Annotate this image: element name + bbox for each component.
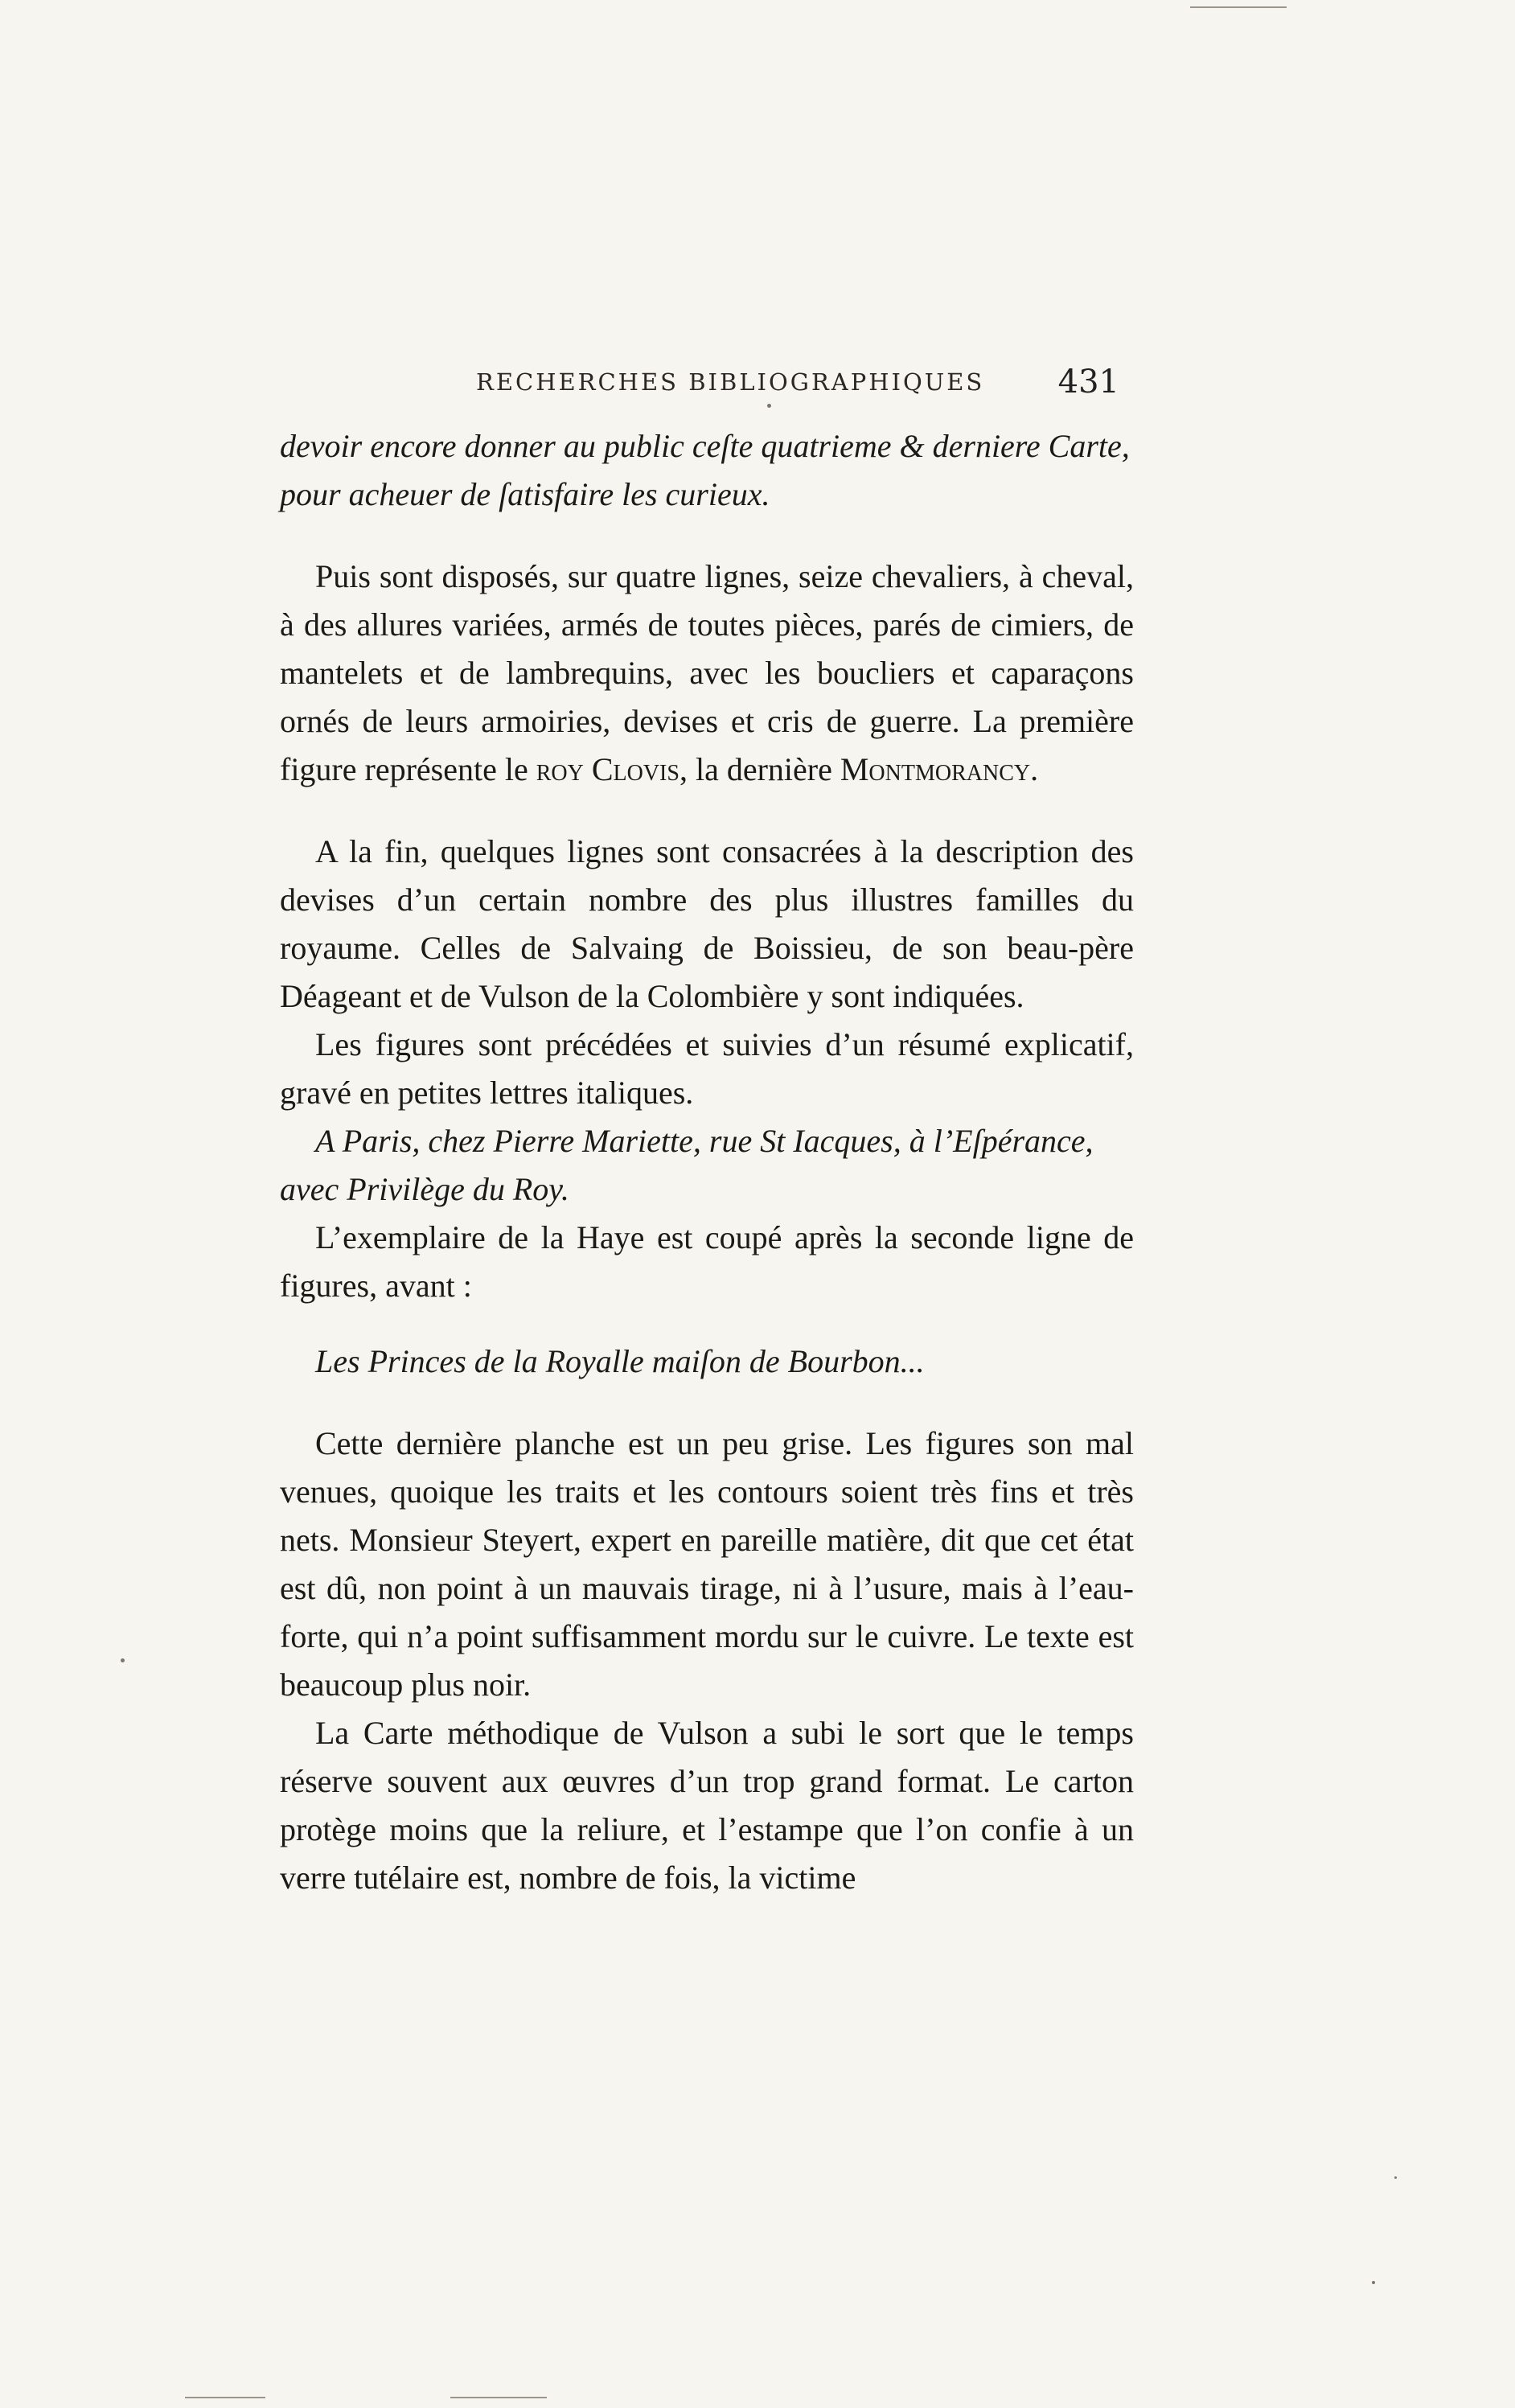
imprint-line-2: avec Privilège du Roy. (280, 1171, 569, 1207)
paragraph-knights-text-c: . (1030, 751, 1039, 787)
paragraph-exemplaire: L’exemplaire de la Haye est coupé après la seconde ligne de figures, avant : (280, 1219, 1134, 1304)
scan-edge-mark (450, 2397, 547, 2398)
paragraph-knights-text-b: , la dernière (679, 751, 840, 787)
quoted-title: Les Princes de la Royalle maiſon de Bourbon... (315, 1343, 925, 1379)
paper-speck (1394, 2176, 1397, 2179)
imprint-line-1: A Paris, chez Pierre Mariette, rue St Iacques, à l’Eſpérance, (315, 1123, 1094, 1159)
paper-speck (121, 1658, 125, 1662)
paragraph-knights (280, 553, 1134, 794)
roy-clovis: roy Clovis (536, 751, 679, 787)
page-header (283, 364, 1119, 412)
quote-line-2: pour acheuer de ſatisfaire les curieux. (280, 476, 770, 512)
paper-speck (767, 404, 771, 408)
running-head: RECHERCHES BIBLIOGRAPHIQUES (476, 368, 985, 396)
paragraph-devises: A la fin, quelques lignes sont consacrées à la description des devises d’un certain nombre des plus illustres familles du royaume. Celles de Salvaing de Boissieu, de son beau-père Déageant et de Vulson de la Colombière y sont indiquées. (280, 833, 1134, 1014)
paragraph-planche: Cette dernière planche est un peu grise. Les figures son mal venues, quoique les traits et les contours soient très fins et très nets. Monsieur Steyert, expert en pareille matière, dit que cet état est dû, non point à un mauvais tirage, ni à l’usure, mais à l’eau-forte, qui n’a point suffisamment mordu sur le cuivre. Le texte est beaucoup plus noir. (280, 1425, 1134, 1703)
paragraph-carte: La Carte méthodique de Vulson a subi le sort que le temps réserve souvent aux œuvres d’un trop grand format. Le carton protège moins que la reliure, et l’estampe que l’on confie à un verre tutélaire est, nombre de fois, la victime (280, 1715, 1134, 1896)
page-number: 431 (1057, 364, 1119, 401)
paper-speck (1372, 2281, 1375, 2284)
quote-line-1: devoir encore donner au public ceſte quatrieme & derniere Carte, (280, 428, 1130, 464)
quote-continuation (280, 422, 1134, 519)
imprint (280, 1117, 1134, 1214)
scan-edge-mark (1190, 6, 1287, 8)
body-text (280, 422, 1134, 1902)
paragraph-knights-text-a: Puis sont disposés, sur quatre lignes, seize chevaliers, à cheval, à des allures variées, armés de toutes pièces, parés de cimiers, de mantelets et de lambrequins, avec les boucliers et caparaçons ornés de leurs armoiries, devises et cris de guerre. La première figure représente le (280, 558, 1134, 787)
scan-edge-mark (185, 2397, 265, 2398)
montmorancy: Montmorancy (840, 751, 1031, 787)
paragraph-figures: Les figures sont précédées et suivies d’un résumé explicatif, gravé en petites lettres italiques. (280, 1026, 1134, 1111)
